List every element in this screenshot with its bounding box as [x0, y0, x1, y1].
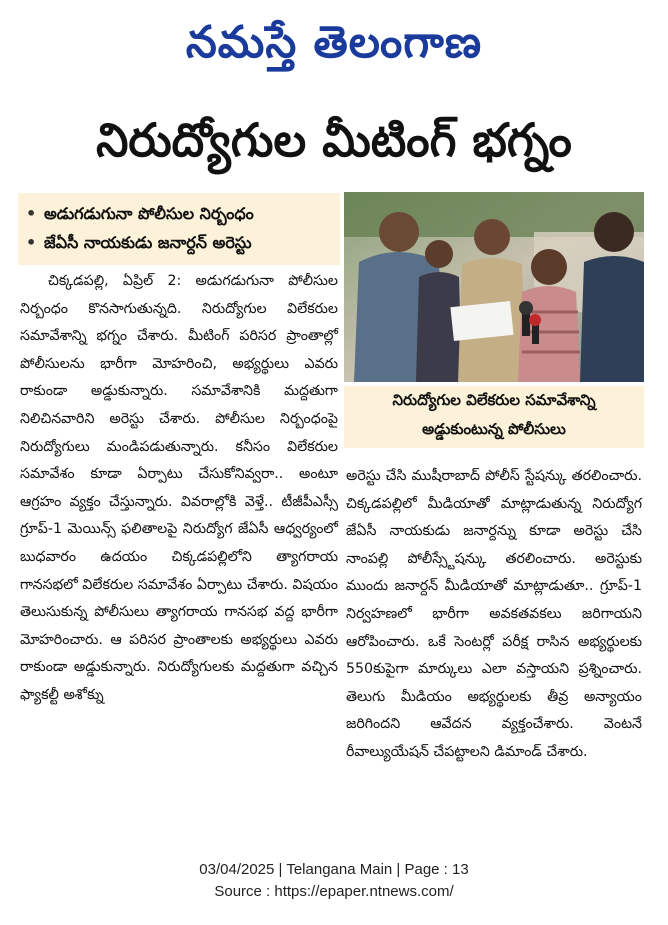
highlights-box: [18, 193, 340, 265]
page-footer: [0, 859, 668, 903]
bullet-icon: •: [26, 233, 37, 252]
news-photo: [344, 192, 644, 382]
article-headline: నిరుద్యోగుల మీటింగ్ భగ్నం: [96, 113, 572, 167]
photo-caption: [344, 386, 644, 448]
highlight-text: అడుగడుగునా పోలీసుల నిర్బంధం: [44, 204, 254, 223]
edition-info: 03/04/2025 | Telangana Main | Page : 13: [199, 861, 469, 878]
caption-line: నిరుద్యోగుల విలేకరుల సమావేశాన్ని: [392, 391, 596, 409]
caption-line: అడ్డుకుంటున్న పోలీసులు: [422, 420, 566, 438]
bullet-icon: •: [26, 204, 37, 223]
police-media-photo-illustration: [344, 192, 644, 382]
article-paragraph: అరెస్టు చేసి ముషీరాబాద్ పోలీస్ స్టేషన్కు తరలించారు. చిక్కడపల్లిలో మీడియాతో మాట్లాడుతున్న నిరుద్యోగ జేఏసీ నాయకుడు జనార్దన్ను కూడా అరెస్టు చేసి నాంపల్లి పోలీస్స్టేషన్కు తరలించారు. అరెస్టుకు ముందు జనార్దన్ మీడియాతో మాట్లాడుతూ.. గ్రూప్-1 నిర్వహణలో భారీగా అవకతవకలు జరిగాయని ఆరోపించారు. ఒకే సెంటర్లో పరీక్ష రాసిన అభ్యర్థులకు 550కుపైగా మార్కులు ఎలా వస్తాయని ప్రశ్నించారు. తెలుగు మీడియం అభ్యర్థులకు తీవ్ర అన్యాయం జరిగిందని ఆవేదన వ్యక్తంచేశారు. వెంటనే రీవాల్యుయేషన్ చేపట్టాలని డిమాండ్ చేశారు.: [346, 468, 642, 760]
article-paragraph: చిక్కడపల్లి, ఏప్రిల్ 2: అడుగడుగునా పోలీసుల నిర్బంధం కొనసాగుతున్నది. నిరుద్యోగుల విలేకరుల సమావేశాన్ని భగ్నం చేశారు. మీటింగ్ పరిసర ప్రాంతాల్లో పోలీసులను భారీగా మోహరించి, అభ్యర్థులు ఎవరు రాకుండా అడ్డుకున్నారు. సమావేశానికి మద్దతుగా నిలిచినవారిని అరెస్టు చేశారు. పోలీసుల నిర్బంధంపై నిరుద్యోగులు మండిపడుతున్నారు. కనీసం విలేకరుల సమావేశం కూడా ఏర్పాటు చేసుకోనివ్వరా.. అంటూ ఆగ్రహం వ్యక్తం చేస్తున్నారు. వివరాల్లోకి వెళ్తే.. టీజీపీఎస్సీ గ్రూప్-1 మెయిన్స్ ఫలితాలపై నిరుద్యోగ జేఏసీ ఆధ్వర్యంలో బుధవారం ఉదయం చిక్కడపల్లిలోని త్యాగరాయ గానసభలో విలేకరుల సమావేశం ఏర్పాటు చేశారు. విషయం తెలుసుకున్న పోలీసులు త్యాగరాయ గానసభ వద్ద భారీగా మోహరించారు. ఆ పరిసర ప్రాంతాలకు అభ్యర్థులు ఎవరు రాకుండా అడ్డుకున్నారు. నిరుద్యోగులకు మద్దతుగా వచ్చిన ఫ్యాకల్టీ అశోక్ను: [20, 273, 338, 703]
article-body-right-column: [346, 463, 642, 767]
highlight-item: [26, 199, 332, 228]
newspaper-masthead: నమస్తే తెలంగాణ: [185, 17, 483, 68]
highlight-item: [26, 228, 332, 257]
article-body-left-column: [20, 268, 338, 710]
highlight-text: జేఏసీ నాయకుడు జనార్దన్ అరెస్టు: [44, 233, 252, 252]
source-link[interactable]: Source : https://epaper.ntnews.com/: [214, 883, 454, 900]
